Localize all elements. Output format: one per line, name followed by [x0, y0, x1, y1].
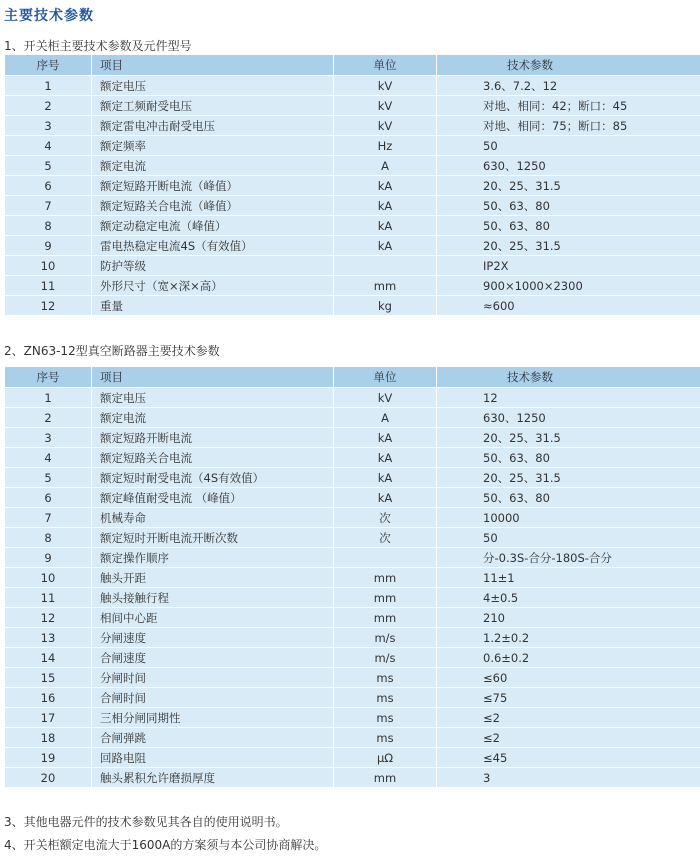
cell-no: 4	[5, 448, 92, 468]
cell-no: 15	[5, 668, 92, 688]
header-value: 技术参数	[437, 55, 700, 76]
table-row	[5, 548, 700, 568]
table-row	[5, 528, 700, 548]
cell-no: 12	[5, 608, 92, 628]
header-no: 序号	[5, 55, 92, 76]
cell-value: ≤45	[437, 748, 700, 768]
table-row	[5, 488, 700, 508]
table-row	[5, 388, 700, 408]
cell-value: ≤2	[437, 708, 700, 728]
table-row	[5, 508, 700, 528]
cell-no: 17	[5, 708, 92, 728]
table-row	[5, 448, 700, 468]
table-header-row	[5, 367, 700, 388]
cell-unit: A	[334, 408, 437, 428]
switchgear-spec-table	[4, 55, 700, 316]
table-row	[5, 216, 700, 236]
header-no: 序号	[5, 367, 92, 388]
table-row	[5, 408, 700, 428]
cell-value: 3.6、7.2、12	[437, 76, 700, 96]
cell-no: 14	[5, 648, 92, 668]
cell-value: 210	[437, 608, 700, 628]
cell-item: 防护等级	[92, 256, 334, 276]
table-row	[5, 136, 700, 156]
cell-item: 回路电阻	[92, 748, 334, 768]
cell-value: IP2X	[437, 256, 700, 276]
cell-unit: μΩ	[334, 748, 437, 768]
cell-value: ≤2	[437, 728, 700, 748]
cell-unit: ms	[334, 728, 437, 748]
section-title-switchgear: 1、开关柜主要技术参数及元件型号	[4, 39, 192, 53]
cell-no: 6	[5, 176, 92, 196]
cell-value: ≤60	[437, 668, 700, 688]
cell-item: 合闸速度	[92, 648, 334, 668]
cell-item: 额定电压	[92, 388, 334, 408]
note-current-limit: 4、开关柜额定电流大于1600A的方案须与本公司协商解决。	[4, 838, 327, 852]
header-unit: 单位	[334, 55, 437, 76]
cell-value: 20、25、31.5	[437, 176, 700, 196]
cell-value: 50、63、80	[437, 488, 700, 508]
cell-unit: mm	[334, 608, 437, 628]
cell-value: 1.2±0.2	[437, 628, 700, 648]
cell-no: 9	[5, 548, 92, 568]
cell-item: 分闸时间	[92, 668, 334, 688]
cell-no: 16	[5, 688, 92, 708]
cell-no: 12	[5, 296, 92, 316]
cell-no: 1	[5, 388, 92, 408]
cell-value: ≈600	[437, 296, 700, 316]
table-row	[5, 236, 700, 256]
cell-no: 5	[5, 156, 92, 176]
cell-no: 2	[5, 408, 92, 428]
table-row	[5, 748, 700, 768]
cell-value: 20、25、31.5	[437, 468, 700, 488]
table-header-row	[5, 55, 700, 76]
table-row	[5, 588, 700, 608]
cell-unit: kA	[334, 488, 437, 508]
breaker-spec-table	[4, 367, 700, 788]
header-item: 项目	[92, 55, 334, 76]
cell-value: 20、25、31.5	[437, 428, 700, 448]
table-row	[5, 276, 700, 296]
cell-no: 11	[5, 588, 92, 608]
cell-item: 额定电流	[92, 156, 334, 176]
cell-item: 额定雷电冲击耐受电压	[92, 116, 334, 136]
cell-no: 19	[5, 748, 92, 768]
note-other-components: 3、其他电器元件的技术参数见其各自的使用说明书。	[4, 815, 288, 829]
cell-value: 11±1	[437, 568, 700, 588]
cell-unit: kA	[334, 448, 437, 468]
table-row	[5, 176, 700, 196]
section-title-breaker: 2、ZN63-12型真空断路器主要技术参数	[4, 344, 220, 358]
cell-no: 20	[5, 768, 92, 788]
cell-no: 10	[5, 256, 92, 276]
table-row	[5, 96, 700, 116]
header-unit: 单位	[334, 367, 437, 388]
cell-no: 8	[5, 528, 92, 548]
cell-item: 额定频率	[92, 136, 334, 156]
cell-no: 7	[5, 508, 92, 528]
cell-item: 额定短时开断电流开断次数	[92, 528, 334, 548]
cell-unit: Hz	[334, 136, 437, 156]
cell-no: 8	[5, 216, 92, 236]
cell-unit: kV	[334, 388, 437, 408]
cell-item: 重量	[92, 296, 334, 316]
cell-unit: kA	[334, 216, 437, 236]
cell-unit: kA	[334, 196, 437, 216]
cell-unit: kV	[334, 96, 437, 116]
cell-item: 额定短路开断电流	[92, 428, 334, 448]
cell-item: 相间中心距	[92, 608, 334, 628]
cell-item: 触头累积允许磨损厚度	[92, 768, 334, 788]
table-row	[5, 296, 700, 316]
cell-unit	[334, 548, 437, 568]
cell-item: 额定动稳定电流（峰值）	[92, 216, 334, 236]
cell-unit: mm	[334, 768, 437, 788]
cell-value: 3	[437, 768, 700, 788]
cell-item: 合闸弹跳	[92, 728, 334, 748]
cell-value: 4±0.5	[437, 588, 700, 608]
cell-value: 630、1250	[437, 408, 700, 428]
cell-value: ≤75	[437, 688, 700, 708]
cell-no: 11	[5, 276, 92, 296]
table-row	[5, 568, 700, 588]
cell-item: 额定短路开断电流（峰值）	[92, 176, 334, 196]
cell-no: 1	[5, 76, 92, 96]
cell-item: 三相分闸同期性	[92, 708, 334, 728]
cell-unit: ms	[334, 708, 437, 728]
cell-value: 50	[437, 136, 700, 156]
cell-unit: kg	[334, 296, 437, 316]
cell-no: 9	[5, 236, 92, 256]
cell-value: 对地、相同：75；断口：85	[437, 116, 700, 136]
cell-value: 10000	[437, 508, 700, 528]
breaker-table-body	[5, 388, 700, 788]
cell-unit: ms	[334, 688, 437, 708]
cell-value: 630、1250	[437, 156, 700, 176]
table-row	[5, 428, 700, 448]
table-row	[5, 608, 700, 628]
cell-unit: m/s	[334, 648, 437, 668]
cell-value: 对地、相同：42；断口：45	[437, 96, 700, 116]
cell-item: 机械寿命	[92, 508, 334, 528]
cell-item: 额定工频耐受电压	[92, 96, 334, 116]
table-row	[5, 728, 700, 748]
table-row	[5, 196, 700, 216]
cell-value: 12	[437, 388, 700, 408]
cell-unit: m/s	[334, 628, 437, 648]
cell-unit: kV	[334, 76, 437, 96]
table-row	[5, 648, 700, 668]
cell-item: 额定峰值耐受电流 （峰值）	[92, 488, 334, 508]
table-row	[5, 256, 700, 276]
cell-unit: 次	[334, 508, 437, 528]
table-row	[5, 628, 700, 648]
cell-value: 50、63、80	[437, 216, 700, 236]
switchgear-table-body	[5, 76, 700, 316]
cell-unit	[334, 256, 437, 276]
cell-no: 3	[5, 428, 92, 448]
cell-unit: kA	[334, 236, 437, 256]
cell-item: 触头接触行程	[92, 588, 334, 608]
cell-unit: kA	[334, 428, 437, 448]
cell-item: 额定操作顺序	[92, 548, 334, 568]
cell-unit: ms	[334, 668, 437, 688]
cell-value: 50、63、80	[437, 448, 700, 468]
cell-unit: kA	[334, 176, 437, 196]
cell-no: 13	[5, 628, 92, 648]
cell-item: 额定电流	[92, 408, 334, 428]
cell-unit: kV	[334, 116, 437, 136]
cell-item: 分闸速度	[92, 628, 334, 648]
cell-unit: mm	[334, 276, 437, 296]
cell-value: 分-0.3S-合分-180S-合分	[437, 548, 700, 568]
cell-value: 50、63、80	[437, 196, 700, 216]
cell-unit: mm	[334, 568, 437, 588]
table-row	[5, 708, 700, 728]
table-row	[5, 688, 700, 708]
table-row	[5, 468, 700, 488]
header-value: 技术参数	[437, 367, 700, 388]
cell-unit: A	[334, 156, 437, 176]
cell-item: 合闸时间	[92, 688, 334, 708]
page-title: 主要技术参数	[4, 8, 94, 24]
cell-item: 额定短路关合电流（峰值）	[92, 196, 334, 216]
cell-no: 4	[5, 136, 92, 156]
cell-no: 6	[5, 488, 92, 508]
cell-no: 3	[5, 116, 92, 136]
cell-item: 额定短路关合电流	[92, 448, 334, 468]
cell-value: 0.6±0.2	[437, 648, 700, 668]
table-row	[5, 768, 700, 788]
table-row	[5, 668, 700, 688]
cell-item: 额定电压	[92, 76, 334, 96]
cell-no: 2	[5, 96, 92, 116]
cell-item: 雷电热稳定电流4S（有效值）	[92, 236, 334, 256]
table-row	[5, 156, 700, 176]
cell-item: 触头开距	[92, 568, 334, 588]
cell-no: 18	[5, 728, 92, 748]
table-row	[5, 116, 700, 136]
cell-no: 5	[5, 468, 92, 488]
cell-value: 900×1000×2300	[437, 276, 700, 296]
cell-no: 10	[5, 568, 92, 588]
cell-unit: mm	[334, 588, 437, 608]
cell-item: 额定短时耐受电流（4S有效值）	[92, 468, 334, 488]
cell-value: 50	[437, 528, 700, 548]
cell-value: 20、25、31.5	[437, 236, 700, 256]
cell-unit: kA	[334, 468, 437, 488]
cell-no: 7	[5, 196, 92, 216]
cell-item: 外形尺寸（宽×深×高）	[92, 276, 334, 296]
cell-unit: 次	[334, 528, 437, 548]
table-row	[5, 76, 700, 96]
header-item: 项目	[92, 367, 334, 388]
